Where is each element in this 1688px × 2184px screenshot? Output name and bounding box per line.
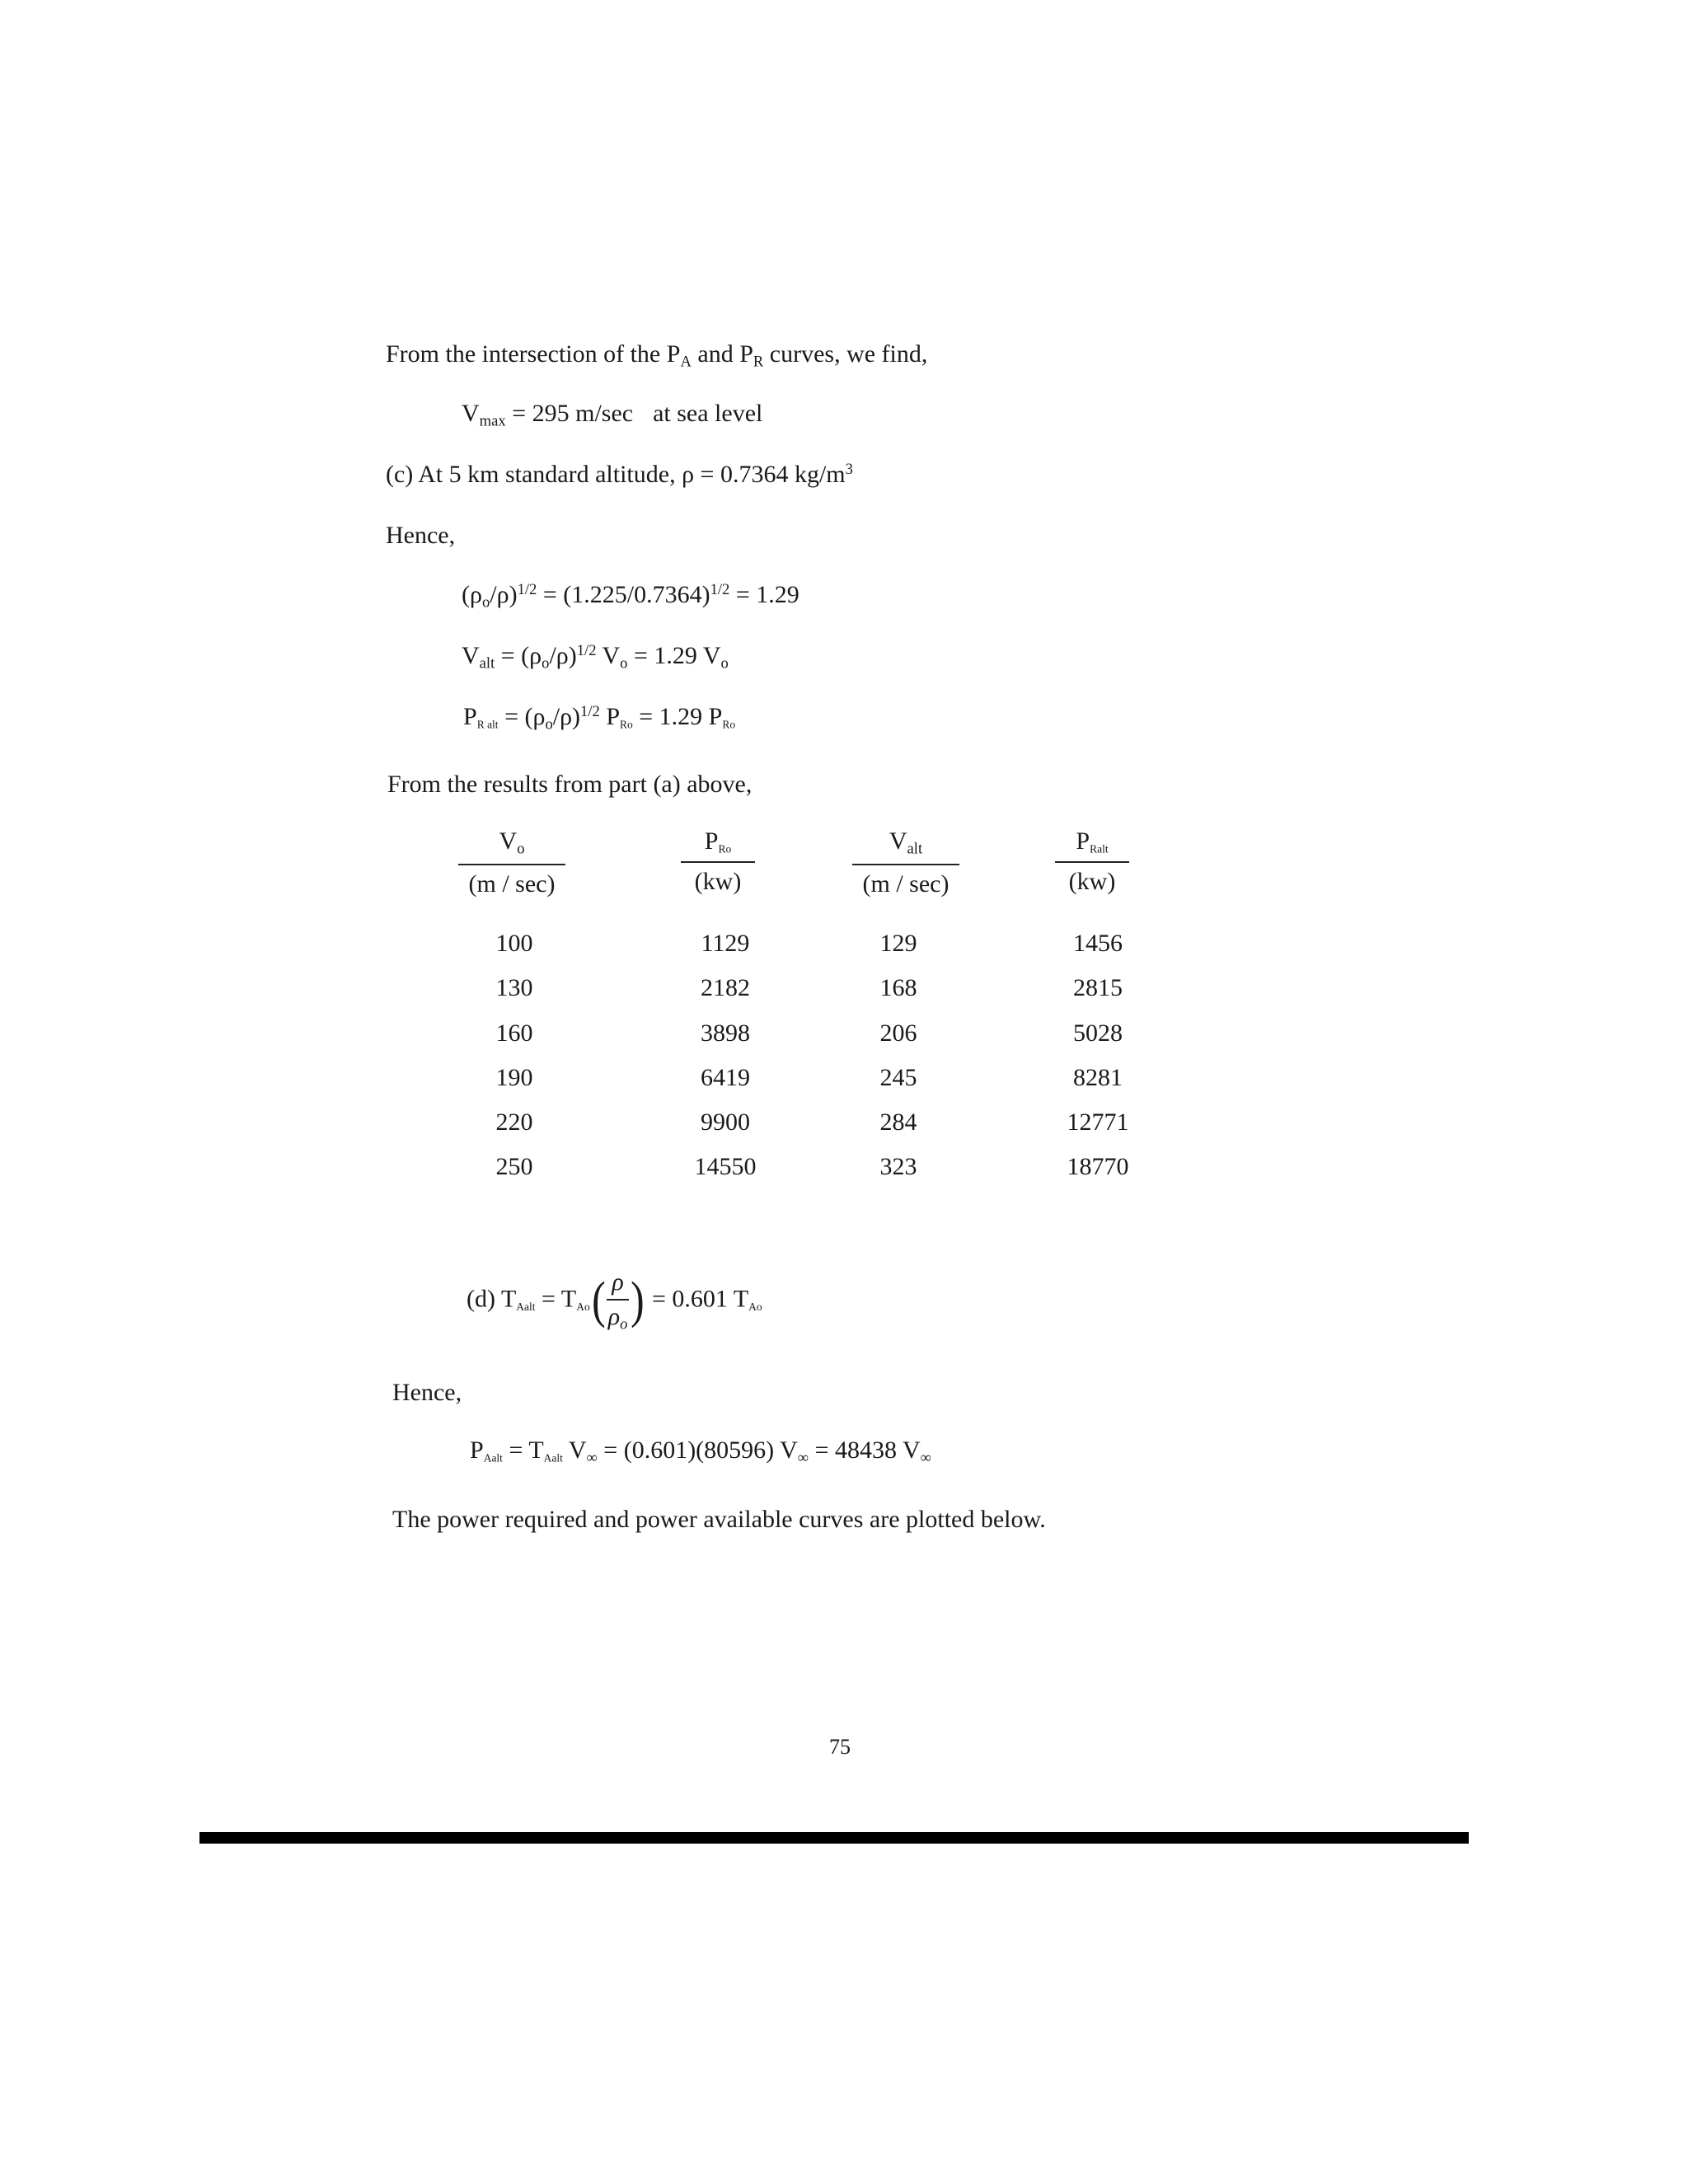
pr-subscript: R: [753, 353, 764, 371]
page-bottom-rule: [199, 1832, 1469, 1844]
part-d-equation: (d) TAalt = TAo( $\frac{\rho}{\rho_o}$ ) = 0.601 TAo: [467, 1268, 762, 1333]
table-header-pralt: PRalt (kw): [1055, 827, 1129, 896]
closing-line: The power required and power available curves are plotted below.: [392, 1506, 1046, 1533]
hence-label-2: Hence,: [392, 1379, 462, 1406]
vmax-subscript: max: [479, 412, 506, 430]
part-c-text: (c) At 5 km standard altitude, ρ = 0.7364 kg/m: [386, 461, 846, 488]
equation-velocity-alt: $V_{alt} = (\rho_o/\rho)^{1/2}$ $V_o = 1.29$ $V_o$: [462, 641, 729, 673]
vmax-value: = 295 m/sec: [505, 400, 634, 427]
from-results-line: From the results from part (a) above,: [387, 771, 753, 798]
page-number: 75: [829, 1735, 851, 1759]
part-c-line: [386, 460, 853, 490]
table-header-pr0: PRo (kw): [681, 827, 755, 896]
intro-text: From the intersection of the P: [386, 340, 681, 368]
intro-post: curves, we find,: [763, 340, 928, 368]
intro-mid: and P: [691, 340, 753, 368]
pa-subscript: A: [680, 353, 692, 371]
equation-density-ratio: $(\rho_o/\rho)^{1/2} = (1.225/0.7364)^{1/2} = 1.29$: [462, 580, 799, 612]
table-header-v0: $V_o$ (m / sec): [458, 827, 565, 898]
intro-line: [386, 340, 927, 372]
vmax-symbol: V: [462, 400, 480, 427]
vmax-line: [462, 399, 762, 431]
equation-power-available: PAalt = TAalt $V_\infty = (0.601)(80596) V_\infty = 48438$ $V_\infty$: [470, 1436, 931, 1467]
equation-power-alt: PR alt = $(\rho_o/\rho)^{1/2}$ PRo = 1.29 PRo: [463, 702, 736, 733]
hence-label-1: Hence,: [386, 522, 456, 549]
part-c-superscript: 3: [845, 460, 853, 478]
vmax-note: at sea level: [653, 400, 763, 427]
table-header-valt: $V_{alt}$ (m / sec): [852, 827, 959, 898]
density-fraction: $\frac{\rho}{\rho_o}$: [607, 1268, 628, 1333]
